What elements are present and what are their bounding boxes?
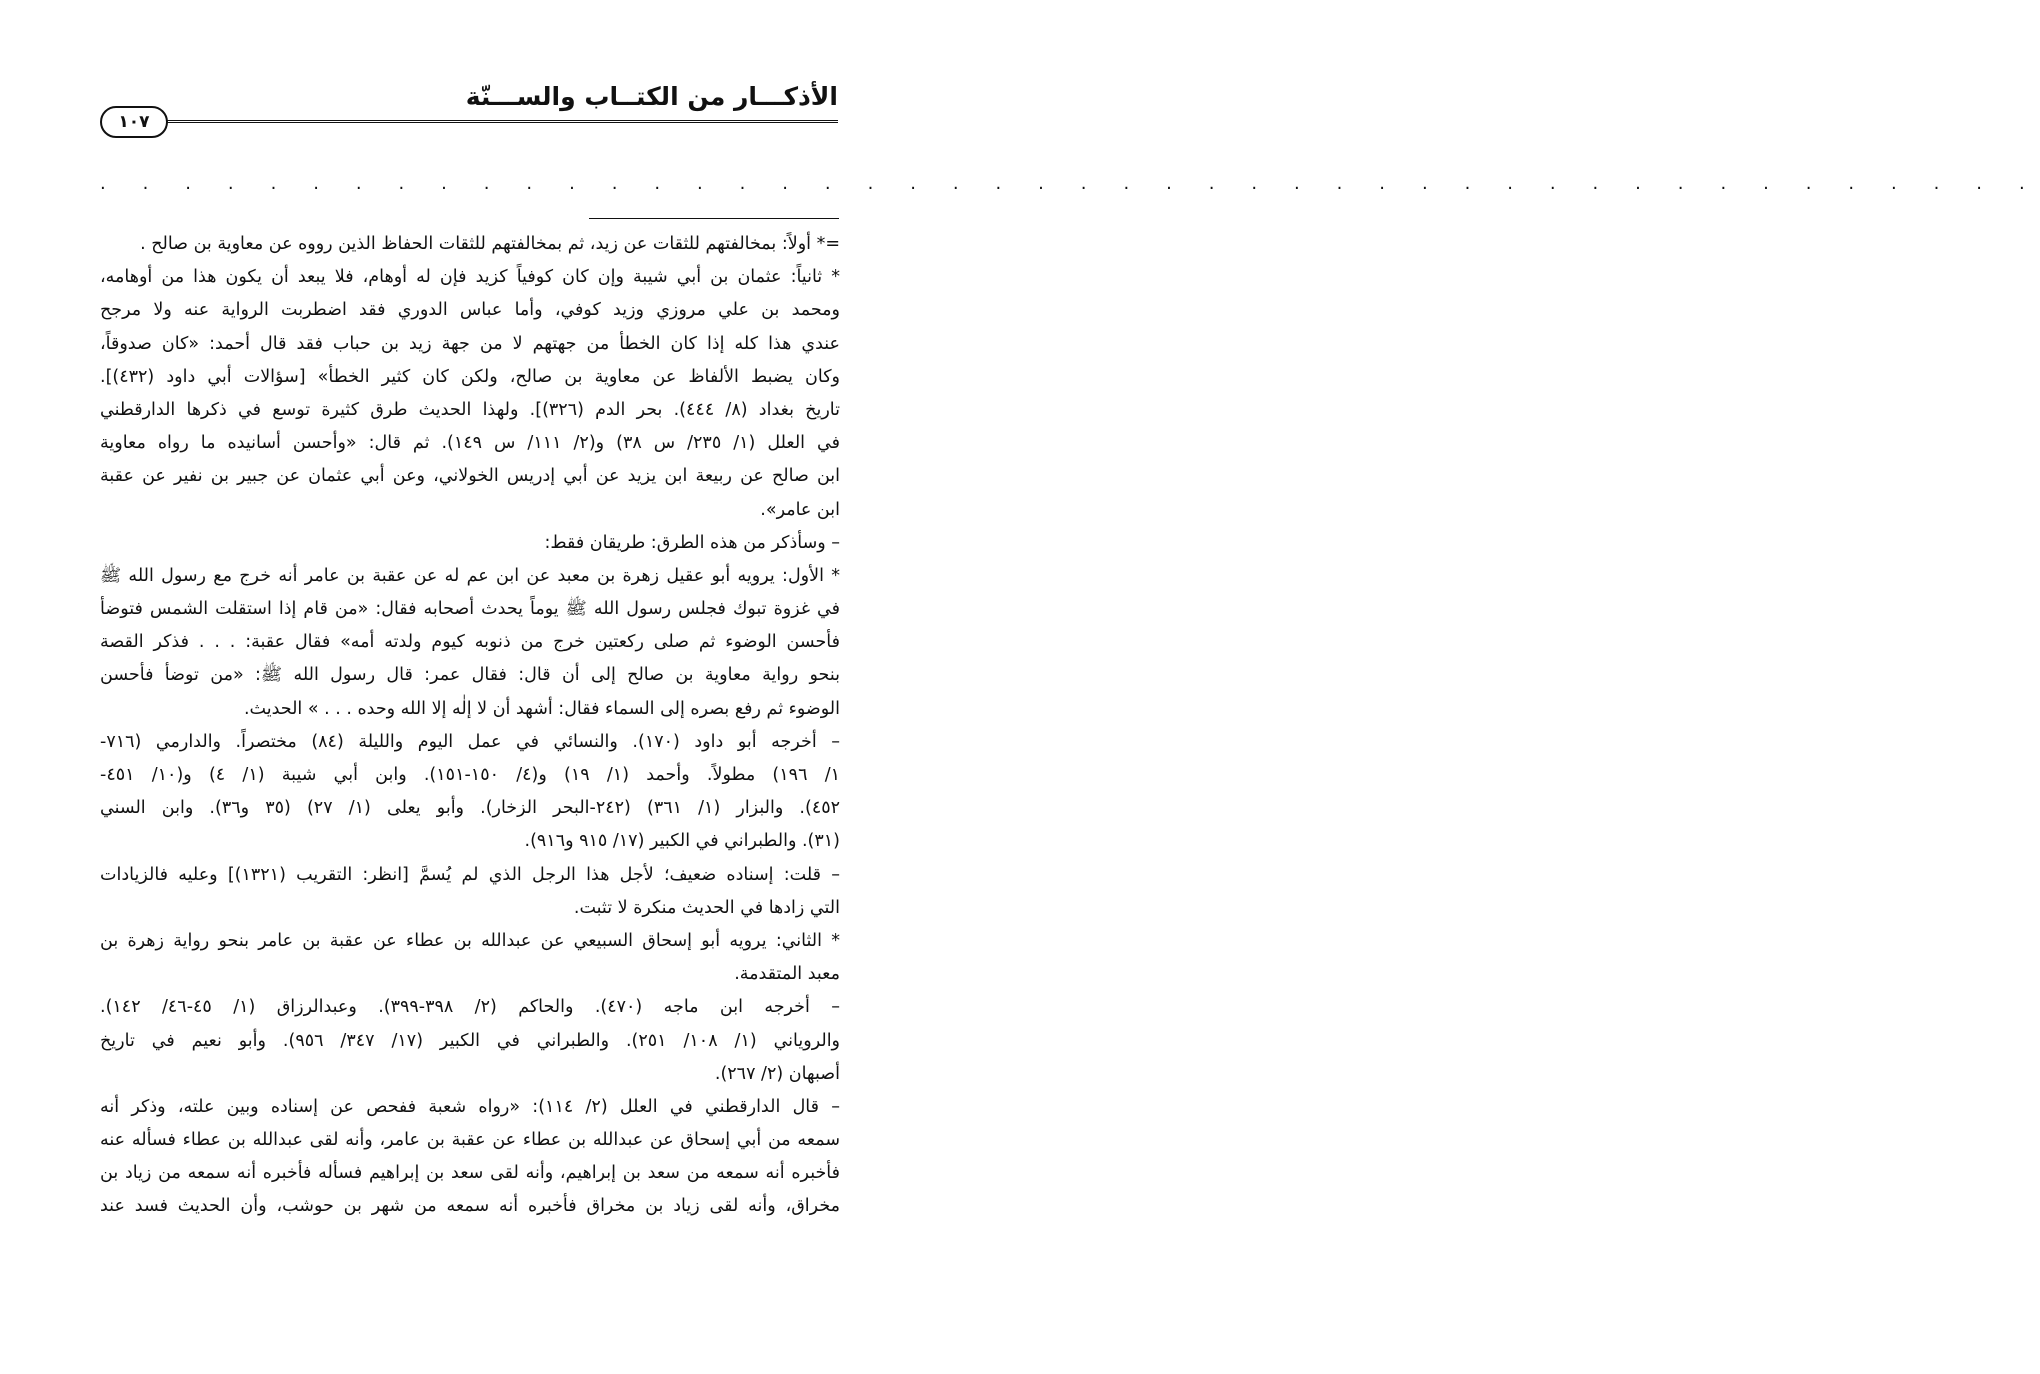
text-line: – قلت: إسناده ضعيف؛ لأجل هذا الرجل الذي لم يُسمَّ [انظر: التقريب (١٣٢١)] وعليه فالزيادات <box>100 864 840 885</box>
text-line: – أخرجه أبو داود (١٧٠). والنسائي في عمل اليوم والليلة (٨٤) مختصراً. والدارمي (٧١٦- <box>100 731 840 752</box>
text-line: فأخبره أنه سمعه من سعد بن إبراهيم، وأنه لقى سعد بن إبراهيم فسأله فأخبره أنه سمعه من زياد بن <box>100 1163 840 1184</box>
text-line: عندي هذا كله إذا كان الخطأ من جهتهم لا من جهة زيد بن حباب فقد قال أحمد: «كان صدوقاً، <box>100 333 840 354</box>
page-number-badge: ١٠٧ <box>100 106 168 138</box>
text-line: بنحو رواية معاوية بن صالح إلى أن قال: فقال عمر: قال رسول الله ﷺ: «من توضأ فأحسن <box>100 665 840 686</box>
text-line: فأحسن الوضوء ثم صلى ركعتين خرج من ذنوبه كيوم ولدته أمه» فقال عقبة: . . . فذكر القصة <box>100 632 840 653</box>
text-line: – قال الدارقطني في العلل (٢/ ١١٤): «رواه شعبة ففحص عن إسناده وبين علته، وذكر أنه <box>100 1096 840 1117</box>
running-title: الأذكـــار من الكتــاب والســـنّة <box>465 82 838 111</box>
text-line: تاريخ بغداد (٨/ ٤٤٤). بحر الدم (٣٢٦)]. ولهذا الحديث طرق كثيرة توسع في ذكرها الدارقطني <box>100 399 840 420</box>
text-line: (٣١). والطبراني في الكبير (١٧/ ٩١٥ و٩١٦). <box>524 831 840 852</box>
text-line: ٤٥٢). والبزار (١/ ٣٦١) (٢٤٢-البحر الزخار). وأبو يعلى (١/ ٢٧) (٣٥ و٣٦). وابن السني <box>100 798 841 819</box>
text-line: في العلل (١/ ٢٣٥/ س ٣٨) و(٢/ ١١١/ س ١٤٩). ثم قال: «وأحسن أسانيده ما رواه معاوية <box>100 433 840 454</box>
text-line: ومحمد بن علي مروزي وزيد كوفي، وأما عباس الدوري فقد اضطربت الرواية عنه ولا مرجح <box>100 300 840 321</box>
page-header <box>100 82 838 142</box>
text-line: الوضوء ثم رفع بصره إلى السماء فقال: أشهد أن لا إلٰه إلا الله وحده . . . » الحديث. <box>243 698 840 719</box>
text-line: ابن عامر». <box>760 499 840 520</box>
text-line: وكان يضبط الألفاظ عن معاوية بن صالح، ولكن كان كثير الخطأ» [سؤالات أبي داود (٤٣٢)]. <box>100 366 840 387</box>
page-body <box>100 228 840 1224</box>
text-line: مخراق، وأنه لقى زياد بن مخراق فأخبره أنه سمعه من شهر بن حوشب، وأن الحديث فسد عند <box>100 1196 840 1217</box>
text-line: – أخرجه ابن ماجه (٤٧٠). والحاكم (٢/ ٣٩٨-٣٩٩). وعبدالرزاق (١/ ٤٥-٤٦/ ١٤٢). <box>100 997 840 1018</box>
text-line: * ثانياً: عثمان بن أبي شيبة وإن كان كوفياً كزيد فإن له أوهام، فلا يبعد أن يكون هذا من أوهامه، <box>100 267 840 288</box>
text-line: =* أولاً: بمخالفتهم للثقات عن زيد، ثم بمخالفتهم للثقات الحفاظ الذين رووه عن معاوية بن صالح . <box>140 234 840 254</box>
text-line: سمعه من أبي إسحاق عن عبدالله بن عطاء عن عقبة بن عامر، وأنه لقى عبدالله بن عطاء فسأله عنه <box>100 1130 840 1151</box>
footnote-rule <box>589 218 839 219</box>
text-line: في غزوة تبوك فجلس رسول الله ﷺ يوماً يحدث أصحابه فقال: «من قام إذا استقلت الشمس فتوضأ <box>100 599 840 620</box>
text-line: ١/ ١٩٦) مطولاً. وأحمد (١/ ١٩) و(٤/ ١٥٠-١٥١). وابن أبي شيبة (١/ ٤) و(١٠/ ٤٥١- <box>100 765 840 785</box>
text-line: * الأول: يرويه أبو عقيل زهرة بن معبد عن ابن عم له عن عقبة بن عامر أنه خرج مع رسول الله ﷺ <box>100 565 840 586</box>
dotted-separator: . . . . . . . . . . . . . . . . . . . . . . . . . . . . . . . . . . . . . . . . . . . . . . <box>100 173 2040 194</box>
text-line: * الثاني: يرويه أبو إسحاق السبيعي عن عبدالله بن عطاء عن عقبة بن عامر بنحو رواية زهرة بن <box>100 930 840 951</box>
text-line: والروياني (١/ ١٠٨/ ٢٥١). والطبراني في الكبير (١٧/ ٣٤٧/ ٩٥٦). وأبو نعيم في تاريخ <box>100 1030 841 1051</box>
text-line: ابن صالح عن ربيعة ابن يزيد عن أبي إدريس الخولاني، وعن أبي عثمان عن جبير بن نفير عن عقبة <box>100 466 840 487</box>
text-line: – وسأذكر من هذه الطرق: طريقان فقط: <box>544 532 840 553</box>
text-line: أصبهان (٢/ ٢٦٧). <box>714 1063 840 1084</box>
text-line: التي زادها في الحديث منكرة لا تثبت. <box>573 897 840 918</box>
text-line: معبد المتقدمة. <box>734 964 840 985</box>
header-rule <box>164 120 838 123</box>
